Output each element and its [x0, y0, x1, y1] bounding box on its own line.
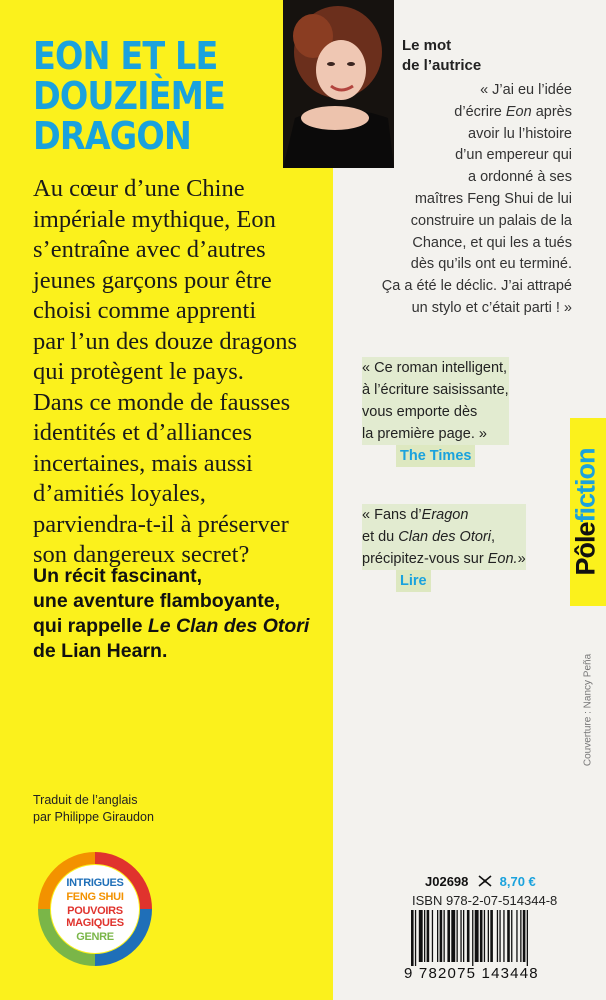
review-text: ,	[490, 529, 495, 545]
translator-credit	[33, 792, 154, 826]
barcode-bar	[457, 910, 458, 962]
synopsis-line: identités et d’alliances	[33, 419, 253, 446]
barcode-bar	[451, 910, 455, 962]
tagline-line: de Lian Hearn.	[33, 640, 168, 662]
barcode-bar	[497, 910, 498, 962]
barcode-bar	[484, 910, 485, 962]
barcode-bar	[507, 910, 510, 962]
review-line: vous emporte dès	[362, 401, 509, 423]
review-italic: Clan des Otori	[398, 529, 491, 545]
genre-wheel	[36, 850, 154, 968]
author-quote-line: construire un palais de la	[410, 212, 572, 229]
synopsis-line: s’entraîne avec d’autres	[33, 236, 266, 263]
title-line: DOUZIÈME	[33, 74, 225, 118]
synopsis-line: choisi comme apprenti	[33, 297, 257, 324]
author-quote-line: « J’ai eu l’idée	[480, 82, 572, 98]
barcode-bar	[444, 910, 445, 962]
barcode-bar	[475, 910, 479, 962]
translator-line: par Philippe Giraudon	[33, 810, 154, 824]
review-lire	[362, 504, 526, 592]
review-italic: Eragon	[421, 507, 469, 523]
review-source: The Times	[396, 445, 475, 467]
title-line: EON ET LE	[33, 34, 218, 78]
review-text: « Fans d’	[362, 507, 422, 523]
barcode-bar	[516, 910, 517, 962]
review-line: la première page. »	[362, 423, 509, 445]
collection-logo	[571, 448, 602, 575]
author-heading	[402, 36, 481, 76]
barcode-bar	[503, 910, 504, 962]
quote-italic: Eon	[505, 103, 532, 120]
synopsis-line: Dans ce monde de fausses	[33, 388, 291, 416]
review-line	[362, 548, 526, 570]
author-quote-line: a ordonné à ses	[468, 169, 572, 186]
barcode-bar	[432, 910, 433, 962]
barcode-bar	[415, 910, 416, 966]
review-line	[362, 504, 526, 526]
cover-credit: Couverture : Nancy Peña	[582, 653, 594, 767]
barcode-bar	[480, 910, 483, 962]
review-text: précipitez-vous sur	[362, 551, 488, 567]
barcode-bar	[520, 910, 521, 962]
author-heading-line: Le mot	[402, 37, 452, 54]
author-quote-line: d’un empereur qui	[455, 147, 572, 164]
tagline-line	[33, 614, 333, 639]
barcode-bar	[419, 910, 423, 962]
genre-label-pouvoirs: POUVOIRS	[67, 905, 123, 917]
synopsis-line: par l’un des douze dragons	[33, 327, 297, 355]
barcode-bar	[523, 910, 526, 962]
author-quote-line: un stylo et c’était parti ! »	[411, 299, 572, 316]
barcode-digits: 9 782075 143448	[404, 965, 539, 982]
author-quote-line	[350, 102, 572, 124]
book-title	[33, 36, 297, 156]
isbn: ISBN 978-2-07-514344-8	[412, 893, 558, 908]
author-quote-line: Ça a été le déclic. J’ai attrapé	[381, 278, 572, 295]
synopsis-line: impériale mythique, Eon	[33, 205, 276, 233]
tagline-line: une aventure flamboyante,	[33, 590, 281, 612]
barcode-bar	[411, 910, 414, 966]
genre-label-intrigues: INTRIGUES	[66, 877, 124, 889]
synopsis-line: qui protègent le pays.	[33, 358, 244, 385]
tagline	[33, 564, 333, 664]
barcode-bar	[424, 910, 425, 962]
price: 8,70 €	[499, 874, 536, 889]
quote-text: après	[531, 103, 572, 120]
barcode-bar	[527, 910, 528, 966]
product-code-line	[425, 874, 536, 890]
author-quote	[350, 80, 572, 320]
barcode-bar	[447, 910, 450, 962]
synopsis-line: son dangereux secret?	[33, 541, 250, 568]
title-line: DRAGON	[33, 114, 191, 158]
review-text: »	[517, 551, 526, 567]
synopsis-line: d’amitiés loyales,	[33, 480, 206, 507]
review-line: à l’écriture saisissante,	[362, 379, 509, 401]
synopsis	[33, 174, 333, 571]
author-quote-line: Chance, et qui les a tués	[412, 234, 572, 251]
publisher-logo-icon	[478, 875, 492, 887]
barcode-bar	[488, 910, 489, 962]
barcode-bar	[499, 910, 500, 962]
collection-logo-part1: Pôle	[570, 522, 601, 576]
barcode-bar	[460, 910, 461, 962]
genre-label-magiques: MAGIQUES	[66, 917, 124, 929]
barcode-bar	[490, 910, 493, 962]
synopsis-line: Au cœur d’une Chine	[33, 175, 245, 202]
synopsis-line: parviendra-t-il à préserver	[33, 510, 289, 538]
barcode-bar	[427, 910, 430, 962]
review-source: Lire	[396, 570, 431, 592]
review-line	[362, 526, 526, 548]
translator-line: Traduit de l’anglais	[33, 793, 138, 807]
genre-label-feng-shui: FENG SHUI	[66, 891, 124, 903]
barcode	[409, 910, 577, 966]
review-italic: Eon.	[487, 551, 518, 567]
author-quote-line: maîtres Feng Shui de lui	[414, 190, 572, 207]
tagline-italic: Le Clan des Otori	[147, 615, 310, 637]
review-times	[362, 357, 509, 467]
product-code: J02698	[425, 874, 469, 889]
barcode-bar	[472, 910, 473, 966]
synopsis-line: jeunes garçons pour être	[33, 266, 272, 294]
barcode-bar	[437, 910, 438, 962]
genre-label-genre: GENRE	[76, 931, 114, 943]
collection-logo-part2: fiction	[570, 448, 601, 523]
author-quote-line: dès qu’ils ont eu terminé.	[410, 256, 572, 273]
tagline-prefix: qui rappelle	[33, 615, 148, 637]
barcode-bar	[511, 910, 512, 962]
tagline-line: Un récit fascinant,	[33, 565, 203, 587]
review-line: « Ce roman intelligent,	[362, 357, 509, 379]
barcode-bar	[440, 910, 443, 962]
quote-text: d’écrire	[454, 103, 506, 120]
review-text: et du	[362, 529, 399, 545]
synopsis-line: incertaines, mais aussi	[33, 449, 253, 477]
barcode-bar	[463, 910, 464, 962]
author-heading-line: de l’autrice	[402, 57, 482, 74]
author-quote-line: avoir lu l’histoire	[468, 125, 572, 142]
barcode-bar	[467, 910, 470, 962]
